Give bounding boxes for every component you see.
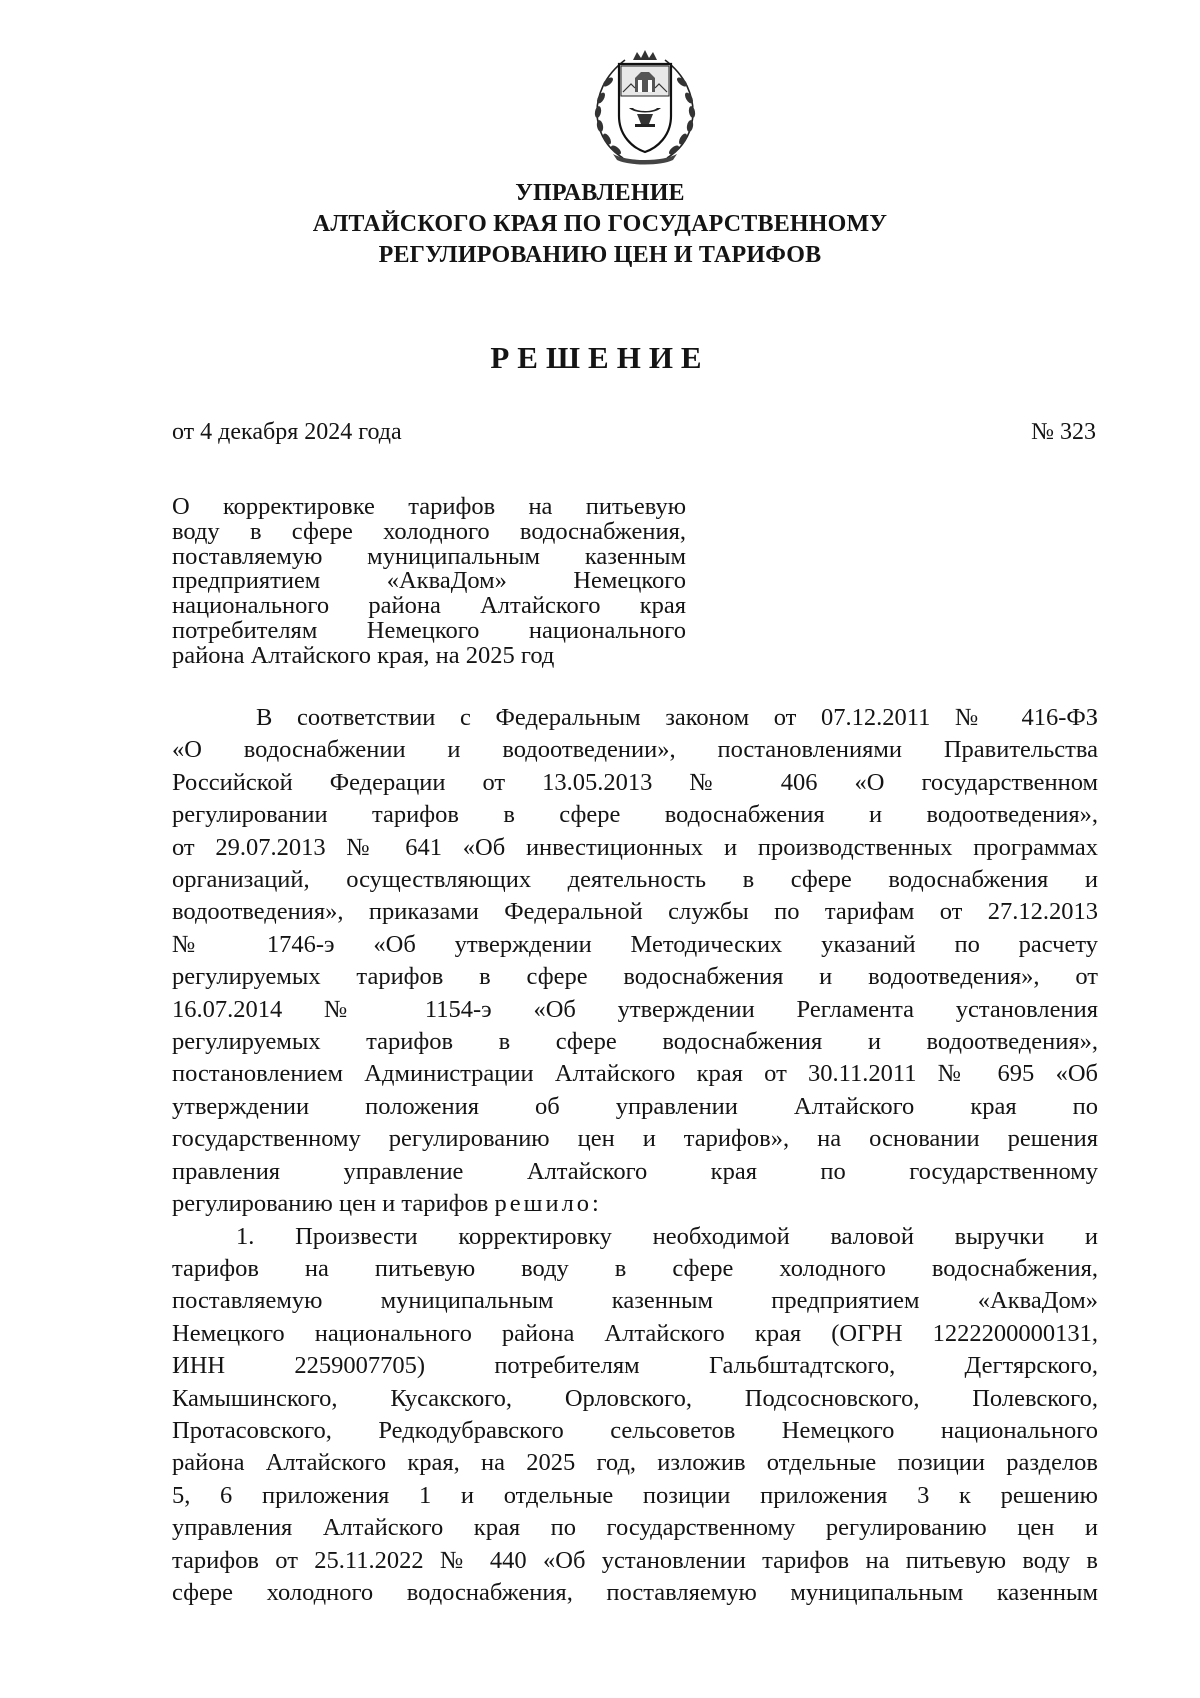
preamble-line: Российской Федерации от 13.05.2013 № 406 «О государственном bbox=[172, 768, 1098, 796]
subject-line: потребителям Немецкого национального bbox=[172, 616, 686, 644]
subject-line: О корректировке тарифов на питьевую bbox=[172, 493, 686, 520]
subject-line: национального района Алтайского края bbox=[172, 592, 686, 620]
item-1-line: ИНН 2259007705) потребителям Гальбштадтского, Дегтярского, bbox=[172, 1352, 1098, 1380]
header-line-2: АЛТАЙСКОГО КРАЯ ПО ГОСУДАРСТВЕННОМУ bbox=[312, 211, 888, 237]
item-1-line: сфере холодного водоснабжения, поставляемую муниципальным казенным bbox=[172, 1578, 1098, 1606]
preamble-line: регулируемых тарифов в сфере водоснабжения и водоотведения», от bbox=[172, 963, 1098, 991]
subject-line: поставляемую муниципальным казенным bbox=[172, 542, 686, 570]
preamble-line: от 29.07.2013 № 641 «Об инвестиционных и производственных программах bbox=[172, 833, 1098, 861]
preamble-line: 16.07.2014 № 1154-э «Об утверждении Регламента установления bbox=[172, 995, 1098, 1023]
preamble-final-line bbox=[172, 1188, 1098, 1220]
authority-header bbox=[100, 178, 1100, 271]
document-type-title: РЕШЕНИЕ bbox=[490, 340, 710, 375]
document-body bbox=[172, 702, 1098, 1609]
subject-line: воду в сфере холодного водоснабжения, bbox=[172, 517, 686, 545]
preamble-line: постановлением Администрации Алтайского края от 30.11.2011 № 695 «Об bbox=[172, 1060, 1098, 1088]
header-line-1: УПРАВЛЕНИЕ bbox=[515, 180, 685, 206]
item-1-line: 1. Произвести корректировку необходимой валовой выручки и bbox=[236, 1222, 1098, 1250]
preamble-line: регулированию цен и тарифов bbox=[172, 1190, 489, 1218]
preamble-line: правления управление Алтайского края по государственному bbox=[172, 1157, 1098, 1185]
item-1-line: Камышинского, Кусакского, Орловского, Подсосновского, Полевского, bbox=[172, 1384, 1098, 1412]
decided-word: решило: bbox=[494, 1190, 602, 1218]
item-1-line: управления Алтайского края по государственному регулированию цен и bbox=[172, 1514, 1098, 1542]
preamble-line: организаций, осуществляющих деятельность в сфере водоснабжения и bbox=[172, 866, 1098, 894]
preamble-line: государственному регулированию цен и тарифов», на основании решения bbox=[172, 1125, 1098, 1153]
document-subject bbox=[172, 495, 686, 669]
altai-krai-coat-of-arms-icon bbox=[583, 46, 707, 168]
document-date: от 4 декабря 2024 года bbox=[172, 419, 402, 445]
item-1-line: тарифов на питьевую воду в сфере холодного водоснабжения, bbox=[172, 1254, 1098, 1282]
item-1-line: Немецкого национального района Алтайского края (ОГРН 1222200000131, bbox=[172, 1319, 1098, 1347]
item-1-line: тарифов от 25.11.2022 № 440 «Об установлении тарифов на питьевую воду в bbox=[172, 1546, 1098, 1574]
subject-line: предприятием «АкваДом» Немецкого bbox=[172, 567, 686, 595]
preamble-line: водоотведения», приказами Федеральной службы по тарифам от 27.12.2013 bbox=[172, 898, 1098, 926]
item-1-line: района Алтайского края, на 2025 год, изложив отдельные позиции разделов bbox=[172, 1449, 1098, 1477]
item-1-line: Протасовского, Редкодубравского сельсоветов Немецкого национального bbox=[172, 1416, 1098, 1444]
preamble-line: утверждении положения об управлении Алтайского края по bbox=[172, 1092, 1098, 1120]
preamble-line: регулировании тарифов в сфере водоснабжения и водоотведения», bbox=[172, 801, 1098, 829]
document-number: № 323 bbox=[1031, 419, 1096, 445]
preamble-line: № 1746-э «Об утверждении Методических указаний по расчету bbox=[172, 930, 1098, 958]
preamble-line: «О водоснабжении и водоотведении», постановлениями Правительства bbox=[172, 736, 1098, 764]
preamble-line: регулируемых тарифов в сфере водоснабжения и водоотведения», bbox=[172, 1028, 1098, 1056]
subject-line: района Алтайского края, на 2025 год bbox=[172, 641, 555, 669]
header-line-3: РЕГУЛИРОВАНИЮ ЦЕН И ТАРИФОВ bbox=[378, 242, 822, 268]
item-1-line: 5, 6 приложения 1 и отдельные позиции приложения 3 к решению bbox=[172, 1481, 1098, 1509]
preamble-line: В соответствии с Федеральным законом от 07.12.2011 № 416-ФЗ bbox=[256, 704, 1098, 731]
item-1-line: поставляемую муниципальным казенным предприятием «АкваДом» bbox=[172, 1287, 1098, 1315]
